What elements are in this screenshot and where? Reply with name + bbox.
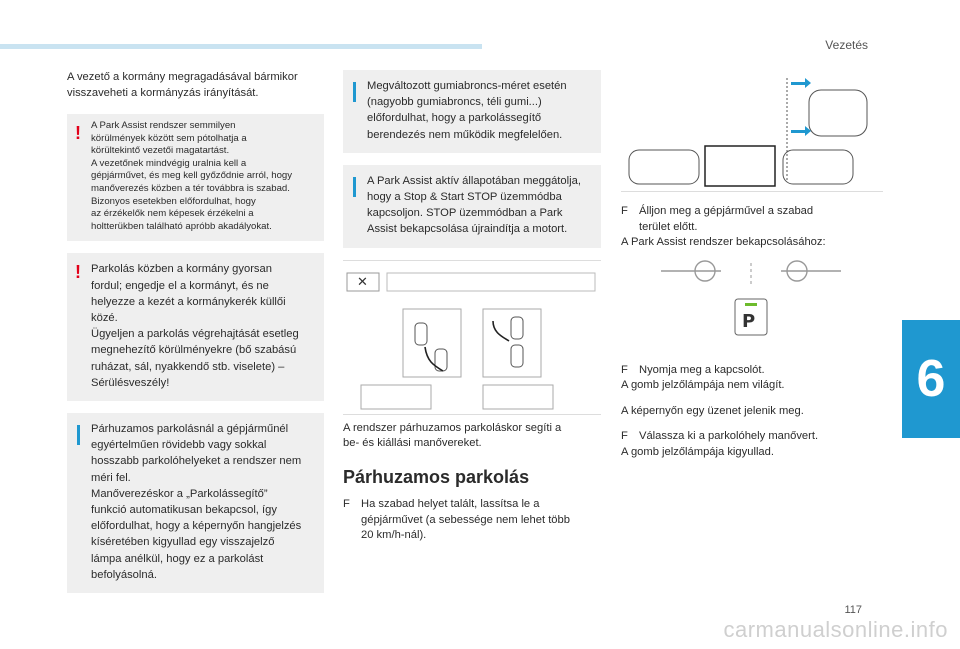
car-icon [629,90,867,186]
intro-text: A vezető a kormány megragadásával bármikor visszaveheti a kormányzás irányítását. [67,71,298,99]
step-2 [621,204,883,235]
step-3-note: A gomb jelzőlámpája nem világít. [621,379,785,391]
step-4-note: A gomb jelzőlámpája kigyullad. [621,445,774,458]
bullet-marker: F [621,205,628,217]
exclamation-icon: ! [75,123,81,143]
warning-text-2: Parkolás közben a kormány gyorsan fordul; engedje el a kormányt, és ne helyezze a kezét a kormánykerék küllői közé. Ügyeljen a parkolás végrehajtását esetleg megnehezítő körülményekre (bő szabású ruházat, sál, nyakkendő stb. viselete) – Sérülésveszély! [91,263,299,389]
maneuver-option-2 [483,309,541,377]
screen-message-text: A képernyőn egy üzenet jelenik meg. [621,404,804,417]
info-bar-icon [353,82,356,102]
step-3 [621,363,883,379]
warning-text-1: A Park Assist rendszer semmilyen körülmények között sem pótolhatja a körültekintő vezetői magatartást. A vezetőnek mindvégig uralnia kell a gépjárművet, és meg kell győződnie arról, hogy manőverezés közben a tér továbbra is szabad. Bizonyos esetekben előfordulhat, hogy az érzékelők nem képesek érzékelni a holtterükben található apróbb akadályokat. [91,120,293,232]
step-1-text: Ha szabad helyet talált, lassítsa le a gépjárművet (a sebessége nem lehet több 20 km/h-nál). [361,498,570,542]
controls-illustration [621,259,883,359]
step-2-note: A Park Assist rendszer bekapcsolásához: [621,236,826,248]
warning-box-2 [67,253,324,401]
bullet-marker: F [621,363,628,376]
column-right [621,70,883,460]
chapter-tab[interactable]: 6 [902,320,960,438]
info-text-2: Megváltozott gumiabroncs-méret esetén (nagyobb gumiabroncs, téli gumi...) előfordulhat, hogy a parkolássegítő berendezés nem működik megfelelően. [367,80,567,141]
arrow-icon [791,78,811,136]
info-bar-icon [77,425,80,445]
bullet-marker: F [343,498,350,511]
column-left [67,70,324,593]
watermark: carmanualsonline.info [723,617,948,642]
info-bar-icon [353,177,356,197]
info-box-2 [343,70,601,153]
info-box-1 [67,413,324,593]
close-icon: ✕ [357,274,368,290]
header-accent-bar [0,44,482,49]
screen-diagram [343,261,601,416]
step-4 [621,429,883,445]
step-3-text: Nyomja meg a kapcsolót. [639,363,765,376]
controls-diagram [621,259,883,359]
exclamation-icon: ! [75,262,81,283]
step-4-text: Válassza ki a parkolóhely manővert. [639,430,819,442]
page-number: 117 [844,604,862,616]
info-text-1: Párhuzamos parkolásnál a gépjárműnél egyértelműen rövidebb vagy sokkal hosszabb parkolóhelyeket a rendszer nem méri fel. Manőverezéskor a „Parkolássegítő” funkció automatikusan bekapcsol, így előfordulhat, hogy a képernyőn hangjelzés kíséretében kigyullad egy visszajelző lámpa anélkül, hogy ez a parkolást befolyásolná. [91,422,302,581]
info-text-3: A Park Assist aktív állapotában meggátolja, hogy a Stop & Start STOP üzemmódba kapcsoljon. STOP üzemmódban a Park Assist bekapcsolása újraindítja a motort. [367,174,581,236]
bullet-marker: F [621,430,628,442]
maneuver-option-1 [403,309,461,377]
section-heading: Párhuzamos parkolás [343,466,530,487]
button-letter: P [742,310,756,332]
section-title: Vezetés [825,38,868,52]
parking-diagram [621,70,883,192]
screen-illustration [343,260,601,415]
parking-illustration [621,70,883,192]
column-middle [343,70,601,544]
step-2-text: Álljon meg a gépjárművel a szabad terület előtt. [639,205,814,233]
info-box-3 [343,165,601,248]
step-1 [343,497,601,544]
figure-caption: A rendszer párhuzamos parkoláskor segíti a be- és kiállási manővereket. [343,421,562,450]
warning-box-1 [67,114,324,241]
